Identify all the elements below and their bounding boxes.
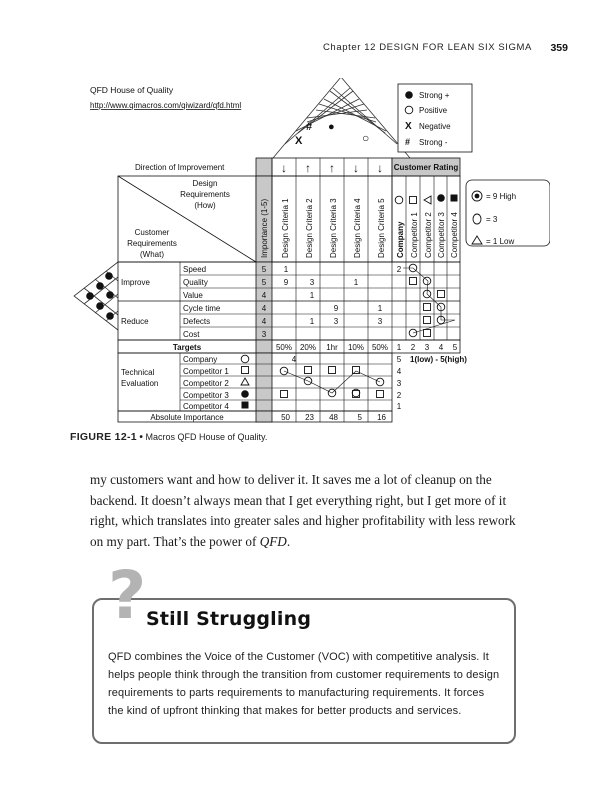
legend-positive: Positive bbox=[419, 106, 448, 115]
row-cell: 9 bbox=[283, 278, 289, 287]
question-mark-icon: ? bbox=[108, 557, 147, 634]
target-value: 20% bbox=[299, 343, 317, 352]
col-header-dc5: Design Criteria 5 bbox=[377, 198, 386, 258]
group-improve: Improve bbox=[121, 278, 150, 287]
caption-text: Macros QFD House of Quality. bbox=[145, 432, 268, 442]
tech-company-value: 4 bbox=[291, 355, 297, 364]
absolute-value: 48 bbox=[329, 413, 338, 422]
target-value: 50% bbox=[275, 343, 293, 352]
legend-strong-plus: Strong + bbox=[419, 91, 450, 100]
requirement-rows bbox=[183, 265, 402, 339]
figure-caption bbox=[70, 431, 267, 443]
correlation-legend bbox=[398, 84, 472, 152]
row-cell: 1 bbox=[283, 265, 289, 274]
body-text-main: my customers want and how to deliver it. It saves me a lot of cleanup on the backend. It doesn’t always mean that I get everything right, but I get more of it right, which translates into greater sales and higher profitability with less rework on my part. That’s the power of bbox=[90, 472, 516, 549]
rating-header-comp2: Competitor 2 bbox=[424, 212, 433, 258]
row-cell: 3 bbox=[377, 317, 383, 326]
col-header-dc2: Design Criteria 2 bbox=[305, 198, 314, 258]
weight-low: = 1 Low bbox=[486, 237, 515, 246]
col-header-dc3: Design Criteria 3 bbox=[329, 198, 338, 258]
strong-minus-icon: # bbox=[405, 137, 411, 147]
col-header-dc4: Design Criteria 4 bbox=[353, 198, 362, 258]
running-head: Chapter 12 DESIGN FOR LEAN SIX SIGMA bbox=[322, 42, 532, 53]
rating-header-company: Company bbox=[396, 221, 405, 258]
scale-label: 1(low) - 5(high) bbox=[410, 355, 467, 364]
targets-label: Targets bbox=[172, 343, 202, 352]
scale-number: 4 bbox=[438, 343, 444, 352]
still-struggling-title: Still Struggling bbox=[146, 608, 312, 630]
absolute-value: 23 bbox=[305, 413, 314, 422]
negative-icon: X bbox=[405, 121, 412, 132]
row-label: Cost bbox=[183, 330, 200, 339]
page-header bbox=[0, 42, 612, 58]
page-number: 359 bbox=[550, 42, 568, 54]
target-value: 1hr bbox=[326, 343, 338, 352]
row-cell: 1 bbox=[377, 304, 383, 313]
col-header-importance: Importance (1-5) bbox=[260, 198, 269, 258]
tech-row: Competitor 2 bbox=[183, 379, 229, 388]
roof-symbol-x: X bbox=[295, 135, 303, 147]
row-label: Defects bbox=[183, 317, 211, 326]
row-cell: 9 bbox=[333, 304, 339, 313]
legend-negative: Negative bbox=[419, 122, 451, 131]
direction-arrow-5: ↓ bbox=[377, 161, 383, 175]
body-text-end: . bbox=[286, 533, 291, 549]
rating-header-comp1: Competitor 1 bbox=[410, 212, 419, 258]
absolute-value: 50 bbox=[281, 413, 290, 422]
tech-scale: 2 bbox=[396, 391, 402, 400]
weight-medium: = 3 bbox=[486, 215, 498, 224]
roof-symbol-filled: ● bbox=[328, 121, 335, 133]
target-value: 10% bbox=[347, 343, 365, 352]
direction-label: Direction of Improvement bbox=[135, 163, 225, 172]
scale-number: 2 bbox=[410, 343, 416, 352]
customer-req-label: Customer Requirements (What) bbox=[127, 228, 177, 259]
rating-header-comp4: Competitor 4 bbox=[450, 212, 459, 258]
tech-row: Competitor 1 bbox=[183, 367, 229, 376]
row-label: Quality bbox=[183, 278, 208, 287]
roof-symbol-open: ○ bbox=[362, 131, 370, 145]
group-reduce: Reduce bbox=[121, 317, 149, 326]
tech-scale: 3 bbox=[396, 379, 402, 388]
figure-url: http://www.qimacros.com/qiwizard/qfd.html bbox=[90, 101, 242, 110]
direction-arrow-2: ↑ bbox=[305, 161, 311, 175]
direction-arrow-3: ↑ bbox=[329, 161, 335, 175]
customer-rating-label: Customer Rating bbox=[393, 163, 459, 172]
direction-arrow-4: ↓ bbox=[353, 161, 359, 175]
row-label: Speed bbox=[183, 265, 207, 274]
tech-eval-label: Technical Evaluation bbox=[121, 368, 159, 388]
still-struggling-text: QFD combines the Voice of the Customer (VOC) with competitive analysis. It helps people think through the transition from customer requirements to design requirements to parts requirements to manufacturing requirements. It forces the kind of upfront thinking that makes for better products and services. bbox=[108, 651, 500, 717]
tech-scale: 4 bbox=[396, 367, 402, 376]
row-importance: 4 bbox=[261, 291, 267, 300]
row-importance: 4 bbox=[261, 304, 267, 313]
body-paragraph bbox=[90, 470, 522, 552]
tech-row: Competitor 4 bbox=[183, 402, 229, 411]
weight-legend bbox=[466, 180, 550, 246]
row-label: Cycle time bbox=[183, 304, 221, 313]
row-cell: 3 bbox=[333, 317, 339, 326]
row-rating: 2 bbox=[396, 265, 402, 274]
row-label: Value bbox=[183, 291, 203, 300]
strong-plus-icon bbox=[405, 91, 413, 99]
row-cell: 3 bbox=[309, 278, 315, 287]
weight-high: = 9 High bbox=[486, 192, 517, 201]
absolute-label: Absolute Importance bbox=[150, 413, 224, 422]
roof-symbol-hash: # bbox=[306, 121, 313, 133]
scale-number: 1 bbox=[396, 343, 402, 352]
figure-label: FIGURE 12-1 bbox=[70, 431, 137, 443]
absolute-value: 5 bbox=[357, 413, 362, 422]
row-importance: 5 bbox=[261, 265, 267, 274]
tech-row: Company bbox=[183, 355, 218, 364]
tech-scale: 1 bbox=[396, 402, 402, 411]
caption-separator: • bbox=[139, 432, 143, 443]
row-cell: 1 bbox=[309, 291, 315, 300]
row-importance: 4 bbox=[261, 317, 267, 326]
tech-scale: 5 bbox=[396, 355, 402, 364]
correlation-roof bbox=[273, 78, 410, 158]
design-req-label: Design Requirements (How) bbox=[180, 179, 230, 210]
figure-title: QFD House of Quality bbox=[90, 85, 174, 95]
rating-header-comp3: Competitor 3 bbox=[437, 212, 446, 258]
row-cell: 1 bbox=[353, 278, 359, 287]
row-importance: 3 bbox=[261, 330, 267, 339]
legend-strong-minus: Strong - bbox=[419, 138, 448, 147]
row-cell: 1 bbox=[309, 317, 315, 326]
absolute-value: 16 bbox=[377, 413, 386, 422]
tech-row: Competitor 3 bbox=[183, 391, 229, 400]
col-header-dc1: Design Criteria 1 bbox=[281, 198, 290, 258]
still-struggling-box bbox=[92, 598, 516, 744]
body-text-emphasis: QFD bbox=[259, 533, 287, 549]
scale-number: 5 bbox=[452, 343, 458, 352]
qfd-house-figure bbox=[70, 78, 550, 428]
row-importance: 5 bbox=[261, 278, 267, 287]
scale-number: 3 bbox=[424, 343, 430, 352]
direction-arrow-1: ↓ bbox=[281, 161, 287, 175]
target-value: 50% bbox=[371, 343, 389, 352]
